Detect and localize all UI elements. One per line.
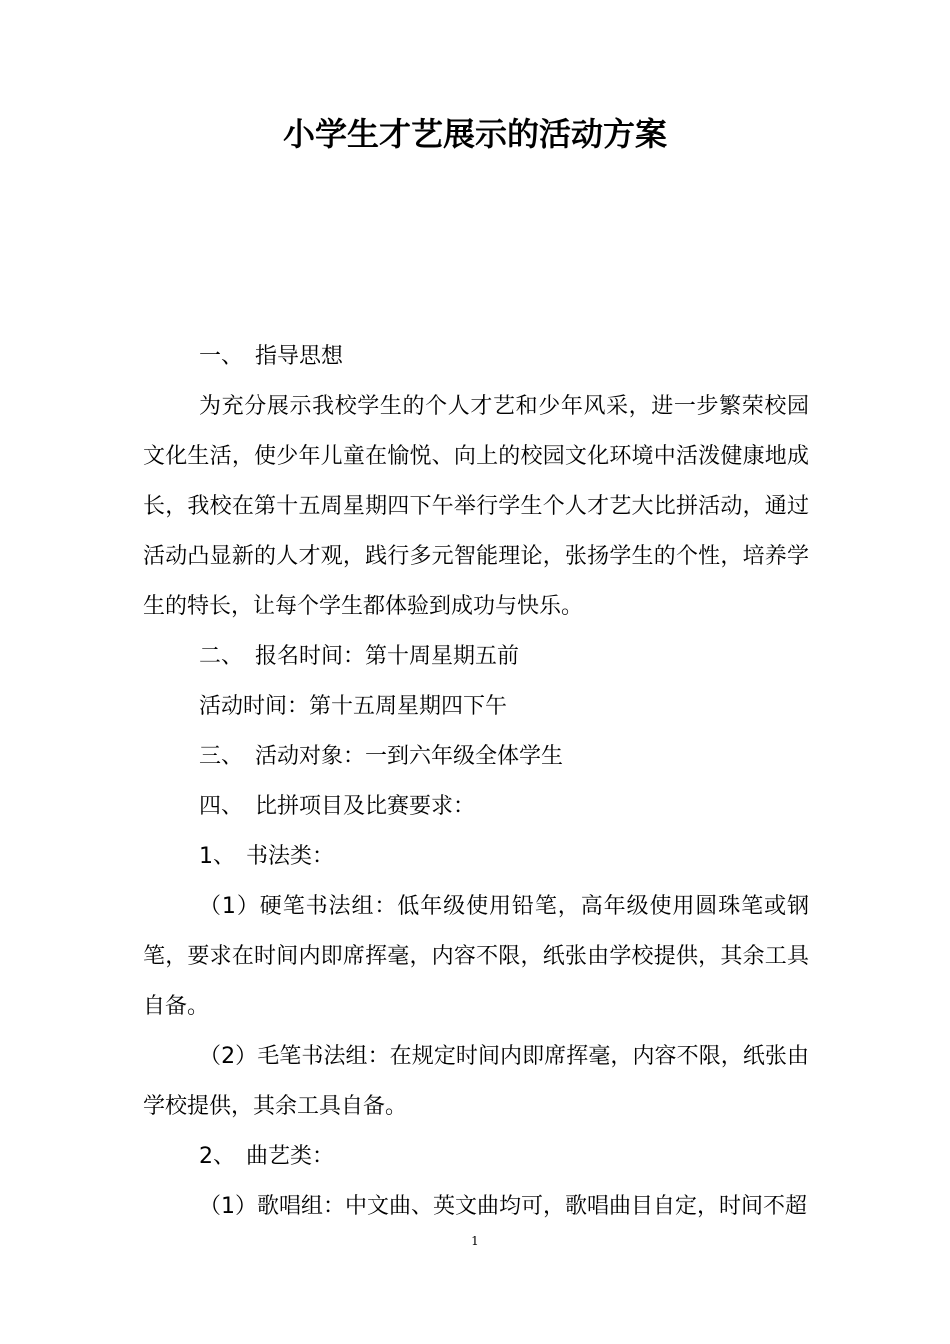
paragraph-brush: （2）毛笔书法组：在规定时间内即席挥毫，内容不限，纸张由学校提供，其余工具自备。 [143,1044,809,1119]
section-title: 报名时间：第十周星期五前 [255,644,520,669]
section-title: 活动对象：一到六年级全体学生 [255,744,564,769]
section-number: 四、 [199,794,244,819]
page-number: 1 [471,1234,479,1248]
category-heading-performing [143,1132,809,1182]
paragraph-hard-pen: （1）硬笔书法组：低年级使用铅笔，高年级使用圆珠笔或钢笔，要求在时间内即席挥毫，内容不限，纸张由学校提供，其余工具自备。 [143,894,809,1019]
category-title: 书法类： [246,844,335,869]
category-title: 曲艺类： [246,1144,335,1169]
category-heading-calligraphy [143,832,809,882]
section-title: 指导思想 [255,344,344,369]
activity-time-line: 活动时间：第十五周星期四下午 [199,694,508,719]
section-heading-1 [143,332,809,382]
section-number: 一、 [199,344,244,369]
section-heading-2 [143,632,809,682]
section-heading-3 [143,732,809,782]
document-body [143,332,809,1232]
section-heading-4 [143,782,809,832]
document-title: 小学生才艺展示的活动方案 [282,115,667,153]
category-number: 2、 [199,1144,235,1169]
paragraph-singing: （1）歌唱组：中文曲、英文曲均可，歌唱曲目自定，时间不超 [199,1194,807,1219]
section-number: 二、 [199,644,244,669]
section-number: 三、 [199,744,244,769]
paragraph-guiding-idea: 为充分展示我校学生的个人才艺和少年风采，进一步繁荣校园文化生活，使少年儿童在愉悦、向上的校园文化环境中活泼健康地成长，我校在第十五周星期四下午举行学生个人才艺大比拼活动，通过活动凸显新的人才观，践行多元智能理论，张扬学生的个性，培养学生的特长，让每个学生都体验到成功与快乐。 [143,394,809,619]
section-title: 比拼项目及比赛要求： [255,794,476,819]
category-number: 1、 [199,844,235,869]
